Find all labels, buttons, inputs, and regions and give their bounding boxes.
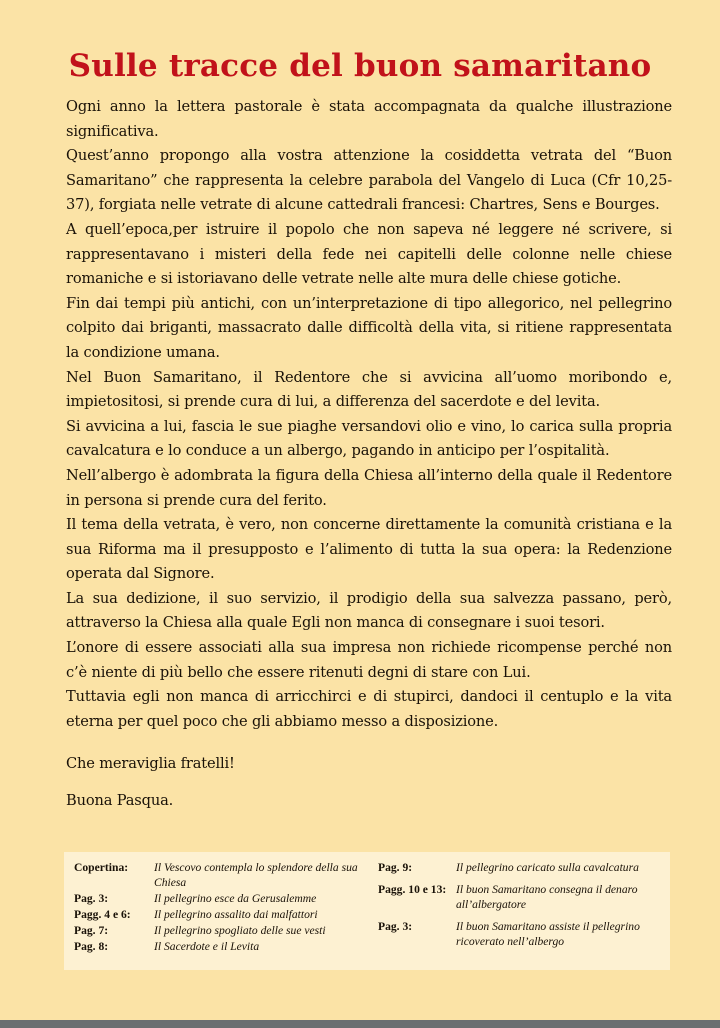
paragraph: Si avvicina a lui, fascia le sue piaghe versandovi olio e vino, lo carica sulla propria cavalcatura e lo conduce a un albergo, pagando in anticipo per l’ospitalità. [66, 417, 672, 460]
paragraph: Tuttavia egli non manca di arricchirci e di stupirci, dandoci il centuplo e la vita eterna per quel poco che gli abbiamo messo a disposizione. [66, 688, 672, 730]
caption-label: Pag. 7: [74, 924, 109, 937]
letter-body [66, 95, 672, 814]
captions-left-column [74, 860, 379, 955]
caption-row [74, 907, 379, 922]
caption-row [74, 923, 379, 938]
paragraph: Ogni anno la lettera pastorale è stata accompagnata da qualche illustrazione significativa. [66, 98, 672, 140]
paragraph: A quell’epoca,per istruire il popolo che non sapeva né leggere né scrivere, si rappresentavano i misteri della fede nei capitelli delle colonne nelle chiese romaniche e si istoriavano delle vetrate nelle alte mura delle chiese gotiche. [66, 220, 672, 288]
paragraph: Nell’albergo è adombrata la figura della Chiesa all’interno della quale il Redentore in persona si prende cura del ferito. [66, 466, 672, 509]
caption-row [74, 891, 379, 906]
paragraph: Fin dai tempi più antichi, con un’interpretazione di tipo allegorico, nel pellegrino colpito dai briganti, massacrato dalle difficoltà della vita, si ritiene rappresentata la condizione umana. [66, 294, 672, 361]
caption-label: Pagg. 4 e 6: [74, 908, 131, 921]
caption-row [378, 860, 664, 875]
page-title: Sulle tracce del buon samaritano [68, 48, 652, 84]
caption-text: Il pellegrino spogliato delle sue vesti [154, 924, 326, 937]
caption-text: Il buon Samaritano assiste il pellegrino ricoverato nell’albergo [456, 920, 640, 948]
caption-row [378, 882, 664, 912]
image-captions-box [64, 852, 670, 970]
caption-text: Il buon Samaritano consegna il denaro all’albergatore [456, 883, 638, 911]
caption-text: Il Sacerdote e il Levita [154, 940, 260, 953]
closing-exclamation: Che meraviglia fratelli! [66, 755, 235, 773]
caption-text: Il pellegrino esce da Gerusalemme [154, 892, 317, 905]
paragraph: L’onore di essere associati alla sua impresa non richiede ricompense perché non c’è niente di più bello che essere ritenuti degni di stare con Lui. [66, 639, 672, 681]
caption-row [74, 860, 379, 890]
caption-label: Copertina: [74, 861, 129, 874]
caption-text: Il Vescovo contempla lo splendore della sua Chiesa [154, 861, 358, 889]
caption-text: Il pellegrino assalito dai malfattori [154, 908, 318, 921]
paragraph: Il tema della vetrata, è vero, non concerne direttamente la comunità cristiana e la sua Riforma ma il presupposto e l’alimento di tutta la sua opera: la Redenzione operata dal Signore. [66, 516, 672, 583]
paragraph: Nel Buon Samaritano, il Redentore che si avvicina all’uomo moribondo e, impietositosi, si prende cura di lui, a differenza del sacerdote e del levita. [66, 368, 672, 411]
caption-label: Pag. 9: [378, 861, 413, 874]
caption-label: Pag. 3: [378, 920, 413, 933]
captions-right-column [378, 860, 664, 956]
caption-text: Il pellegrino caricato sulla cavalcatura [456, 861, 639, 874]
closing-greeting: Buona Pasqua. [66, 792, 174, 810]
paragraph: La sua dedizione, il suo servizio, il prodigio della sua salvezza passano, però, attraverso la Chiesa alla quale Egli non manca di consegnare i suoi tesori. [66, 589, 672, 632]
caption-label: Pag. 8: [74, 940, 109, 953]
bottom-edge-bar [0, 1020, 720, 1028]
caption-row [74, 939, 379, 954]
paragraph: Quest’anno propongo alla vostra attenzione la cosiddetta vetrata del “Buon Samaritano” che rappresenta la celebre parabola del Vangelo di Luca (Cfr 10,25-37), forgiata nelle vetrate di alcune cattedrali francesi: Chartres, Sens e Bourges. [66, 147, 672, 214]
caption-row [378, 919, 664, 949]
caption-label: Pagg. 10 e 13: [378, 883, 447, 896]
caption-label: Pag. 3: [74, 892, 109, 905]
